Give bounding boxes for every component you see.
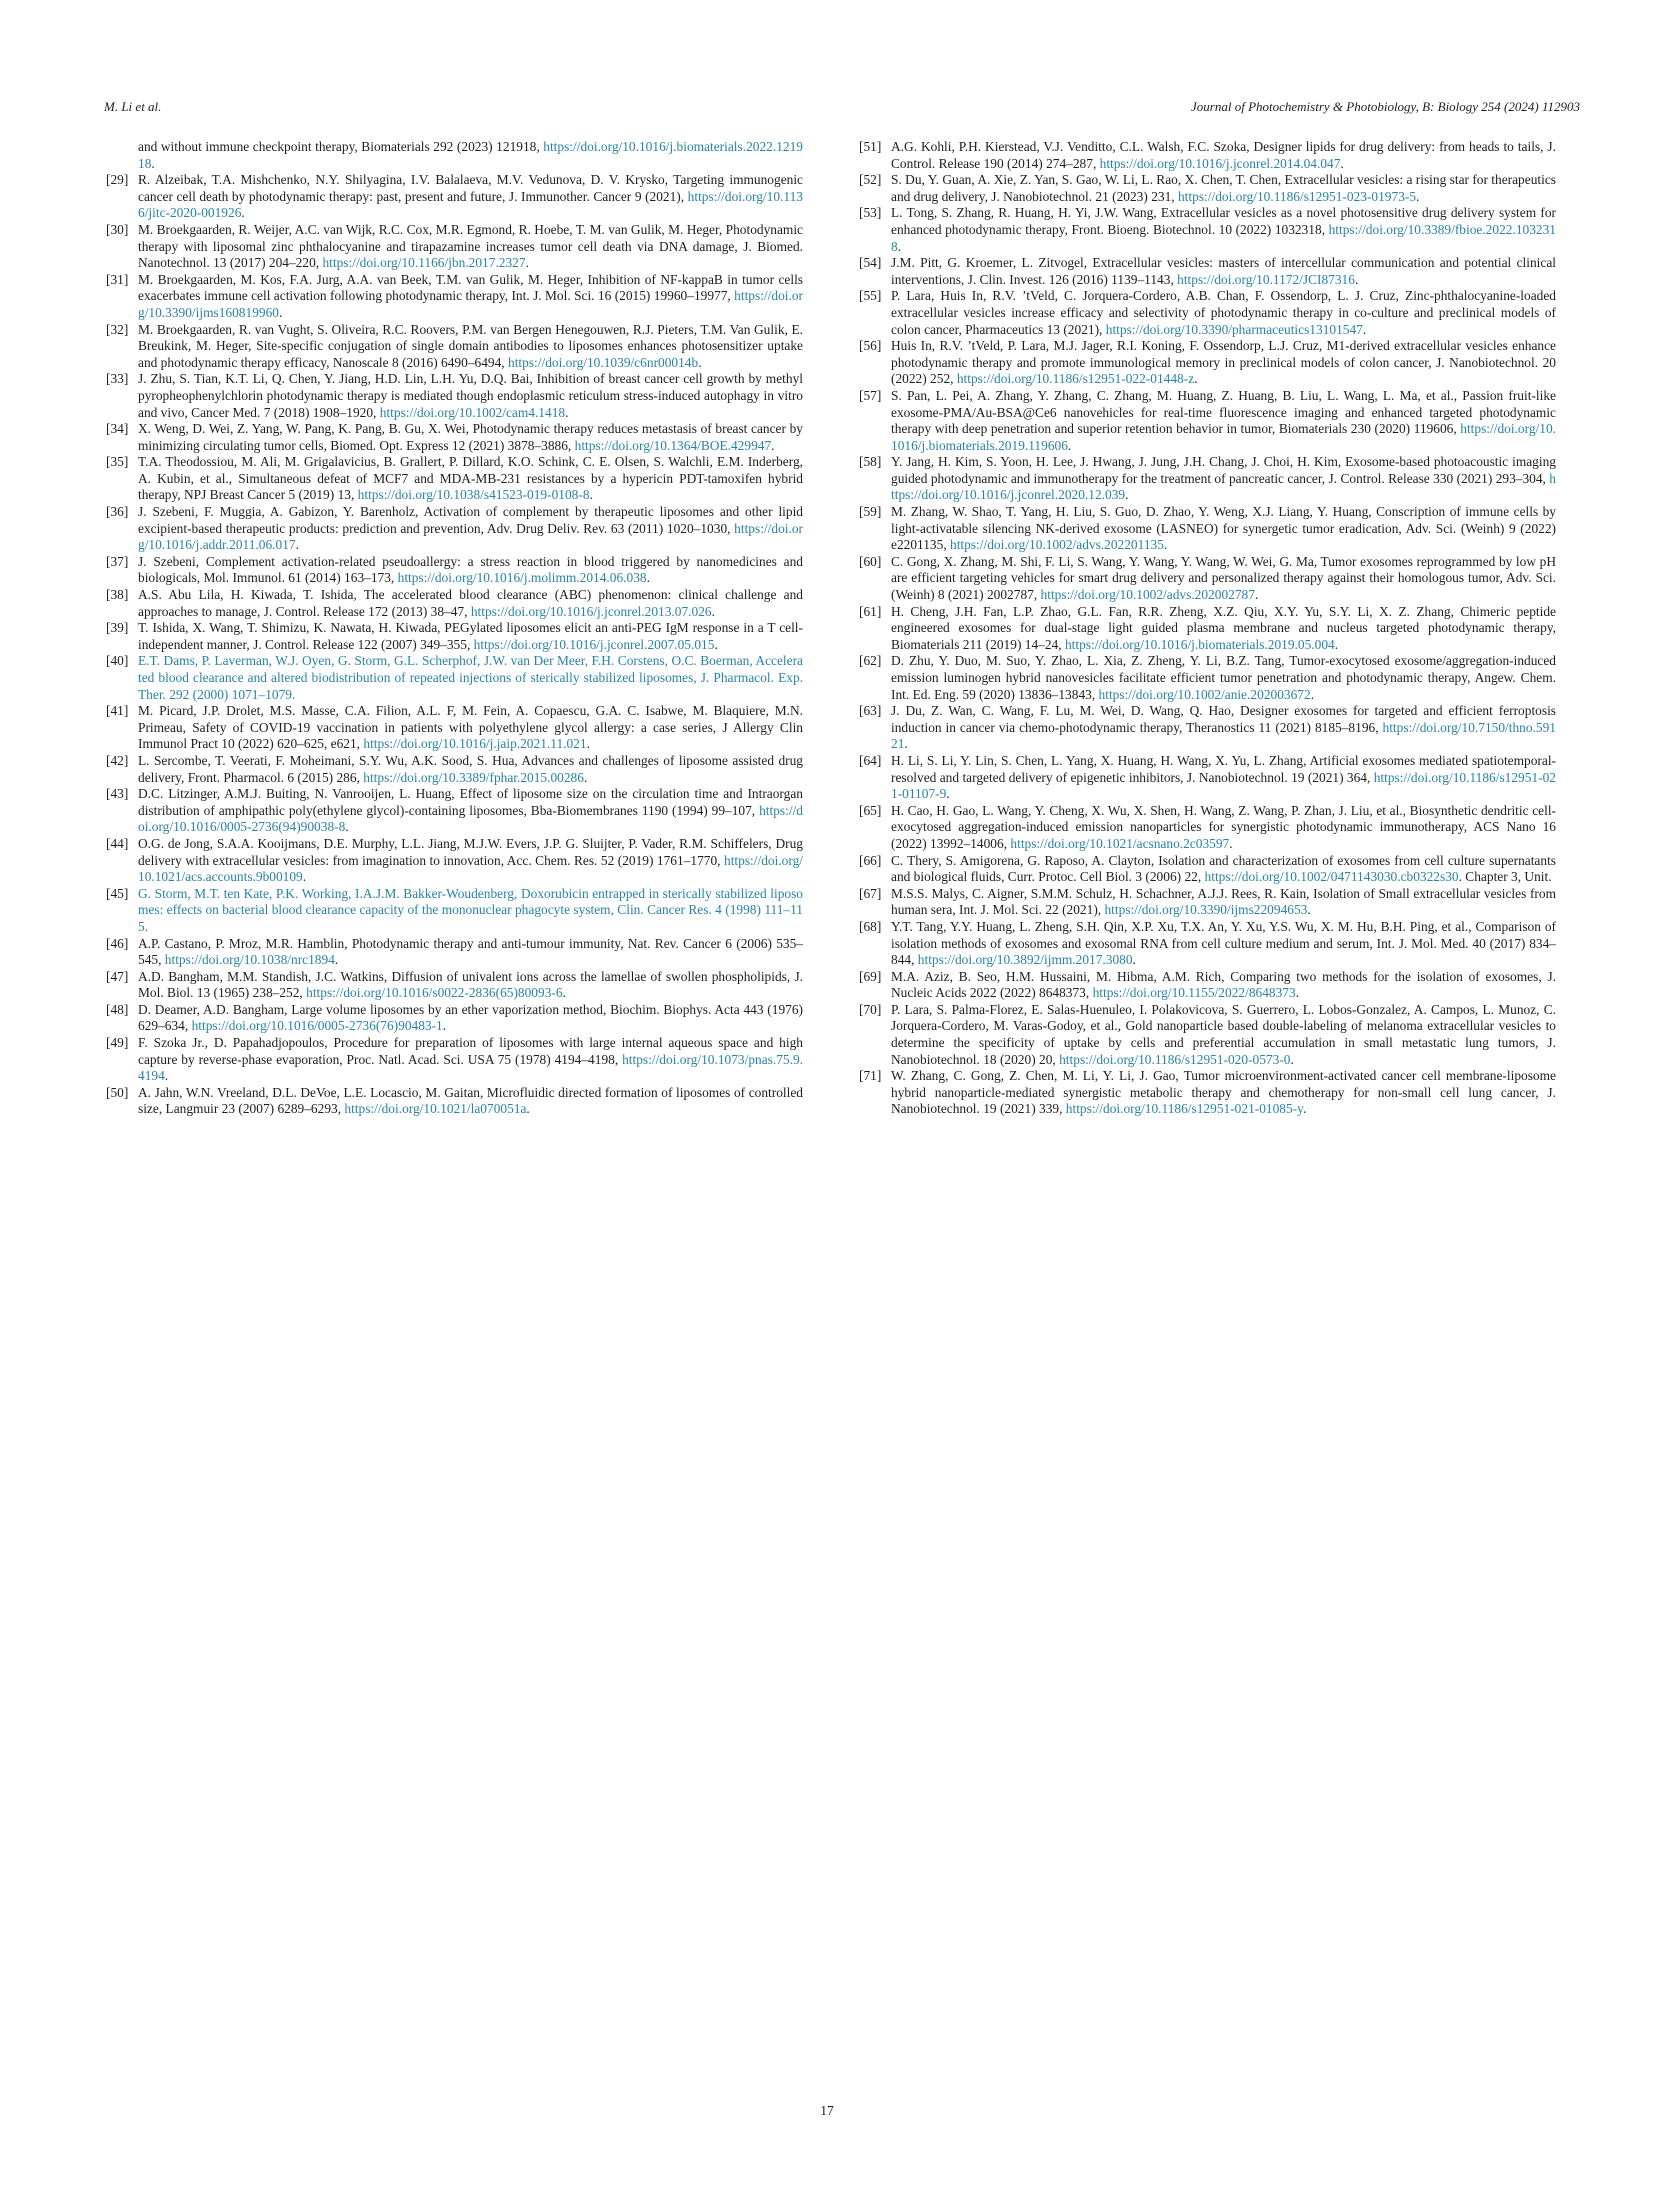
- reference-text-segment: A.G. Kohli, P.H. Kierstead, V.J. Venditto, C.L. Walsh, F.C. Szoka, Designer lipids for drug delivery: from heads to tails, J. Control. Release 190 (2014) 274–287,: [891, 139, 1556, 171]
- reference-text-segment: D. Deamer, A.D. Bangham, Large volume liposomes by an ether vaporization method, Biochim. Biophys. Acta 443 (1976) 629–634,: [138, 1001, 803, 1034]
- reference-text: [891, 255, 1556, 287]
- reference-text: [138, 936, 803, 968]
- reference-number: [47]: [106, 968, 129, 984]
- reference-text-segment: J. Zhu, S. Tian, K.T. Li, Q. Chen, Y. Jiang, H.D. Lin, L.H. Yu, D.Q. Bai, Inhibition of breast cancer cell growth by methyl pyropheophenylchlorin photodynamic therapy is mediated though endoplasmic reticulum stress-induced autophagy in vitro and vivo, Cancer Med. 7 (2018) 1908–1920,: [138, 371, 803, 420]
- reference-item: [104, 554, 803, 587]
- reference-item: [104, 371, 803, 421]
- reference-number: [55]: [859, 288, 882, 304]
- reference-text: [138, 786, 803, 834]
- reference-number: [42]: [106, 752, 129, 768]
- reference-text: [138, 139, 803, 171]
- reference-text-segment: P. Lara, S. Palma-Florez, E. Salas-Huenuleo, I. Polakovicova, S. Guerrero, L. Lobos-Gonzalez, A. Campos, L. Munoz, C. Jorquera-Cordero, M. Varas-Godoy, et al., Gold nanoparticle based double-labeling of melanoma extracellular vesicles to determine the specificity of uptake by cells and preferential accumulation in small metastatic lung tumors, J. Nanobiotechnol. 18 (2020) 20,: [891, 1001, 1556, 1067]
- doi-link[interactable]: https://doi.org/10.1002/advs.202002787: [1040, 587, 1255, 603]
- doi-link[interactable]: https://doi.org/10.1016/0005-2736(94)90038-8: [138, 802, 803, 835]
- reference-text: [891, 604, 1556, 652]
- reference-item: [104, 1002, 803, 1035]
- reference-text: [138, 222, 803, 270]
- reference-text: [138, 554, 803, 586]
- reference-number: [51]: [859, 139, 882, 154]
- reference-number: [57]: [859, 387, 882, 403]
- doi-link[interactable]: https://doi.org/10.1166/jbn.2017.2327: [322, 255, 526, 271]
- doi-link[interactable]: https://doi.org/10.3390/ijms22094653: [1104, 902, 1308, 918]
- reference-item: [104, 322, 803, 372]
- reference-number: [52]: [859, 172, 882, 188]
- reference-number: [68]: [859, 918, 882, 934]
- reference-item: [104, 703, 803, 753]
- reference-text-segment: J.M. Pitt, G. Kroemer, L. Zitvogel, Extracellular vesicles: masters of intercellular communication and potential clinical interventions, J. Clin. Invest. 126 (2016) 1139–1143,: [891, 255, 1556, 287]
- reference-text-segment: X. Weng, D. Wei, Z. Yang, W. Pang, K. Pang, B. Gu, X. Wei, Photodynamic therapy reduces metastasis of breast cancer by minimizing circulating tumor cells, Biomed. Opt. Express 12 (2021) 3878–3886,: [138, 421, 803, 453]
- reference-text-segment: .: [698, 354, 702, 370]
- reference-number: [33]: [106, 371, 129, 387]
- reference-number: [35]: [106, 454, 129, 470]
- reference-continuation: [104, 139, 803, 172]
- reference-number: [59]: [859, 504, 882, 520]
- doi-link[interactable]: https://doi.org/10.3389/fbioe.2022.1032318: [891, 221, 1556, 254]
- reference-text: [891, 288, 1556, 336]
- reference-text-segment: .: [345, 819, 349, 835]
- reference-number: [37]: [106, 553, 129, 569]
- reference-text-segment: Y. Jang, H. Kim, S. Yoon, H. Lee, J. Hwang, J. Jung, J.H. Chang, J. Choi, H. Kim, Exosome-based photoacoustic imaging guided photodynamic and immunotherapy for the treatment of pancreatic cancer, J. Control. Release 330 (2021) 293–304,: [891, 454, 1556, 486]
- reference-number: [38]: [106, 587, 129, 603]
- reference-number: [69]: [859, 968, 882, 984]
- reference-text: [138, 703, 803, 751]
- reference-item: [857, 919, 1556, 969]
- reference-text: [138, 653, 803, 701]
- reference-item: [104, 454, 803, 504]
- reference-text-segment: P. Lara, Huis In, R.V. ’tVeld, C. Jorquera-Cordero, A.B. Chan, F. Ossendorp, L. J. Cruz, Zinc-phthalocyanine-loaded extracellular vesicles increase efficacy and selectivity of photodynamic therapy in co-culture and preclinical models of colon cancer, Pharmaceutics 13 (2021),: [891, 288, 1556, 337]
- reference-text: [891, 969, 1556, 1001]
- reference-item: [104, 753, 803, 786]
- reference-text: [891, 172, 1556, 204]
- reference-text-segment: L. Tong, S. Zhang, R. Huang, H. Yi, J.W. Wang, Extracellular vesicles as a novel photosensitive drug delivery system for enhanced photodynamic therapy, Front. Bioeng. Biotechnol. 10 (2022) 1032318,: [891, 205, 1556, 237]
- reference-item: [857, 205, 1556, 255]
- doi-link[interactable]: https://doi.org/10.3389/fphar.2015.00286: [363, 769, 584, 785]
- doi-link[interactable]: https://doi.org/10.1016/j.jconrel.2020.12.039: [891, 470, 1556, 503]
- reference-text: [891, 853, 1556, 885]
- reference-item: [857, 554, 1556, 604]
- reference-number: [67]: [859, 885, 882, 901]
- reference-number: [63]: [859, 703, 882, 719]
- reference-number: [58]: [859, 454, 882, 470]
- reference-text-segment: .: [1067, 437, 1072, 453]
- reference-item: [857, 504, 1556, 554]
- doi-link[interactable]: https://doi.org/10.1016/j.jaip.2021.11.021: [363, 736, 587, 752]
- reference-number: [54]: [859, 255, 882, 271]
- reference-text-segment: J. Szebeni, Complement activation-related pseudoallergy: a stress reaction in blood triggered by nanomedicines and biologicals, Mol. Immunol. 61 (2014) 163–173,: [138, 553, 803, 586]
- reference-text-segment: Y.T. Tang, Y.Y. Huang, L. Zheng, S.H. Qin, X.P. Xu, T.X. An, Y. Xu, Y.S. Wu, X. M. Hu, B.H. Ping, et al., Comparison of isolation methods of exosomes and exosomal RNA from cell culture medium and serum, Int. J. Mol. Med. 40 (2017) 834–844,: [891, 918, 1556, 968]
- doi-link[interactable]: https://doi.org/10.3390/ijms160819960: [138, 288, 803, 320]
- reference-text: [891, 803, 1556, 851]
- reference-text-segment: .: [589, 487, 593, 503]
- reference-text-segment: and without immune checkpoint therapy, Biomaterials 292 (2023) 121918,: [138, 139, 544, 154]
- reference-text-segment: C. Thery, S. Amigorena, G. Raposo, A. Clayton, Isolation and characterization of exosomes from cell culture supernatants and biological fluids, Curr. Protoc. Cell Biol. 3 (2006) 22,: [891, 852, 1556, 885]
- reference-number: [48]: [106, 1001, 129, 1017]
- reference-text-segment: J. Du, Z. Wan, C. Wang, F. Lu, M. Wei, D. Wang, Q. Hao, Designer exosomes for targeted and efficient ferroptosis induction in cancer via chemo-photodynamic therapy, Theranostics 11 (2021) 8185–8196,: [891, 703, 1556, 735]
- reference-item: [857, 853, 1556, 886]
- reference-text-segment: .: [771, 437, 775, 453]
- reference-text-segment: .: [278, 304, 283, 320]
- reference-text-segment: .: [1416, 188, 1420, 204]
- reference-number: [40]: [106, 653, 129, 669]
- reference-number: [44]: [106, 835, 129, 851]
- reference-item: [857, 653, 1556, 703]
- reference-text-segment: . Chapter 3, Unit.: [1458, 869, 1552, 885]
- reference-text-segment: W. Zhang, C. Gong, Z. Chen, M. Li, Y. Li, J. Gao, Tumor microenvironment-activated cancer cell membrane-liposome hybrid nanoparticle-mediated synergistic metabolic therapy and chemotherapy for non-small cell lung cancer, J. Nanobiotechnol. 19 (2021) 339,: [891, 1068, 1556, 1117]
- reference-text: [891, 554, 1556, 602]
- reference-number: [64]: [859, 752, 882, 768]
- reference-item: [104, 421, 803, 454]
- references-column-left: [104, 139, 803, 1118]
- reference-text-segment: A.P. Castano, P. Mroz, M.R. Hamblin, Photodynamic therapy and anti-tumour immunity, Nat. Rev. Cancer 6 (2006) 535–545,: [138, 935, 803, 968]
- reference-item: [104, 222, 803, 272]
- reference-text-segment: J. Szebeni, F. Muggia, A. Gabizon, Y. Barenholz, Activation of complement by therapeutic liposomes and other lipid excipient-based therapeutic products: prediction and prevention, Adv. Drug Deliv. Rev. 63 (2011) 1020–1030,: [138, 504, 803, 536]
- reference-item: [104, 587, 803, 620]
- reference-text-segment: M. Broekgaarden, R. van Vught, S. Oliveira, R.C. Roovers, P.M. van Bergen Henegouwen, R.J. Pieters, T.M. Van Gulik, E. Breukink, M. Heger, Site-specific conjugation of single domain antibodies to liposomes enhances photosensitizer uptake and photodynamic therapy efficacy, Nanoscale 8 (2016) 6490–6494,: [138, 321, 803, 370]
- reference-item: [104, 620, 803, 653]
- reference-text: [891, 504, 1556, 552]
- reference-text: [138, 620, 803, 652]
- reference-item: [857, 886, 1556, 919]
- reference-text-segment: S. Du, Y. Guan, A. Xie, Z. Yan, S. Gao, W. Li, L. Rao, X. Chen, T. Chen, Extracellular vesicles: a rising star for therapeutics and drug delivery, J. Nanobiotechnol. 21 (2023) 231,: [891, 172, 1556, 204]
- doi-link[interactable]: https://doi.org/10.1016/j.biomaterials.2019.05.004: [1064, 636, 1335, 652]
- reference-text: [138, 1085, 803, 1117]
- reference-text: [891, 886, 1556, 918]
- reference-text: [138, 587, 803, 619]
- reference-text: [138, 1002, 803, 1034]
- reference-item: [857, 604, 1556, 654]
- reference-text-segment: M.S.S. Malys, C. Aigner, S.M.M. Schulz, H. Schachner, A.J.J. Rees, R. Kain, Isolation of Small extracellular vesicles from human sera, Int. J. Mol. Sci. 22 (2021),: [891, 885, 1556, 918]
- doi-link[interactable]: https://doi.org/10.1186/s12951-023-01973-5: [1177, 188, 1417, 204]
- reference-text-segment: .: [1354, 271, 1359, 287]
- reference-text: [138, 172, 803, 220]
- reference-text-segment: H. Cheng, J.H. Fan, L.P. Zhao, G.L. Fan, R.R. Zheng, X.Z. Qiu, X.Y. Yu, S.Y. Li, X. Z. Zhang, Chimeric peptide engineered exosomes for dual-stage light guided plasma membrane and nucleus targeted photodynamic therapy, Biomaterials 211 (2019) 14–24,: [891, 603, 1556, 652]
- reference-text-segment: M. Picard, J.P. Drolet, M.S. Masse, C.A. Filion, A.L. F, M. Fein, A. Copaescu, G.A. C. Isabwe, M. Blaquiere, M.N. Primeau, Safety of COVID-19 vaccination in patients with polyethylene glycol allergy: a case series, J Allergy Clin Immunol Pract 10 (2022) 620–625, e621,: [138, 703, 803, 752]
- reference-item: [857, 388, 1556, 454]
- doi-link[interactable]: https://doi.org/10.1016/j.jconrel.2013.07.026: [470, 603, 712, 619]
- doi-link[interactable]: https://doi.org/10.1016/j.biomaterials.2019.119606: [891, 421, 1556, 453]
- reference-text: [891, 919, 1556, 967]
- reference-text-segment: Huis In, R.V. ’tVeld, P. Lara, M.J. Jager, R.I. Koning, F. Ossendorp, L.J. Cruz, M1-derived extracellular vesicles enhance photodynamic therapy and promote immunological memory in preclinical models of colon cancer, J. Nanobiotechnol. 20 (2022) 252,: [891, 338, 1556, 387]
- reference-text: [138, 886, 803, 934]
- reference-item: [857, 454, 1556, 504]
- reference-item: [104, 653, 803, 703]
- reference-text-segment: .: [583, 769, 588, 785]
- reference-number: [45]: [106, 885, 129, 901]
- reference-number: [70]: [859, 1001, 882, 1017]
- reference-item: [104, 504, 803, 554]
- reference-item: [857, 703, 1556, 753]
- reference-number: [60]: [859, 553, 882, 569]
- reference-text: [891, 454, 1556, 502]
- doi-link[interactable]: https://doi.org/10.1073/pnas.75.9.4194: [138, 1051, 803, 1084]
- reference-number: [62]: [859, 653, 882, 669]
- reference-text-segment: .: [151, 155, 155, 171]
- reference-text-segment: M.A. Aziz, B. Seo, H.M. Hussaini, M. Hibma, A.M. Rich, Comparing two methods for the isolation of exosomes, J. Nucleic Acids 2022 (2022) 8648373,: [891, 968, 1556, 1001]
- doi-link[interactable]: https://doi.org/10.1002/anie.202003672: [1098, 686, 1311, 702]
- reference-text-segment: D. Zhu, Y. Duo, M. Suo, Y. Zhao, L. Xia, Z. Zheng, Y. Li, B.Z. Tang, Tumor-exocytosed exosome/aggregation-induced emission luminogen hybrid nanovesicles facilitate efficient tumor penetration and photodynamic therapy, Angew. Chem. Int. Ed. Eng. 59 (2020) 13836–13843,: [891, 653, 1556, 702]
- reference-item: [857, 338, 1556, 388]
- doi-link[interactable]: https://doi.org/10.1016/j.jconrel.2007.05.015: [473, 636, 715, 652]
- reference-text-segment: .: [711, 603, 715, 619]
- author-running-head: M. Li et al.: [104, 99, 162, 114]
- reference-number: [32]: [106, 321, 129, 337]
- reference-text-segment: .: [302, 869, 307, 885]
- doi-link[interactable]: https://doi.org/10.1155/2022/8648373: [1092, 985, 1296, 1001]
- reference-text: [138, 836, 803, 884]
- reference-text-segment: T. Ishida, X. Wang, T. Shimizu, K. Nawata, H. Kiwada, PEGylated liposomes elicit an anti-PEG IgM response in a T cell-independent manner, J. Control. Release 122 (2007) 349–355,: [138, 620, 803, 652]
- doi-link[interactable]: https://doi.org/10.3892/ijmm.2017.3080: [917, 952, 1133, 968]
- reference-number: [36]: [106, 504, 129, 520]
- reference-text-segment: .: [1302, 1101, 1307, 1117]
- doi-link[interactable]: https://doi.org/10.1016/s0022-2836(65)80093-6: [306, 985, 563, 1001]
- reference-number: [61]: [859, 603, 882, 619]
- reference-text-segment: .: [1295, 985, 1300, 1001]
- doi-link[interactable]: https://doi.org/10.1186/s12951-022-01448-z: [956, 371, 1195, 387]
- reference-text: [891, 338, 1556, 386]
- reference-text: [138, 969, 803, 1001]
- reference-number: [71]: [859, 1068, 882, 1084]
- reference-text-segment: .: [442, 1018, 447, 1034]
- reference-item: [857, 139, 1556, 172]
- reference-text-segment: .: [1132, 952, 1136, 968]
- doi-link[interactable]: E.T. Dams, P. Laverman, W.J. Oyen, G. Storm, G.L. Scherphof, J.W. van Der Meer, F.H. Corstens, O.C. Boerman, Accelerated blood clearance and altered biodistribution of repeated injections of sterically stabilized liposomes, J. Pharmacol. Exp. Ther. 292 (2000) 1071–1079.: [138, 653, 803, 702]
- reference-text-segment: .: [1310, 686, 1315, 702]
- reference-text-segment: A.S. Abu Lila, H. Kiwada, T. Ishida, The accelerated blood clearance (ABC) phenomenon: clinical challenge and approaches to manage, J. Control. Release 172 (2013) 38–47,: [138, 587, 803, 619]
- reference-text: [138, 504, 803, 552]
- reference-text-segment: .: [646, 570, 650, 586]
- reference-text-segment: .: [1362, 321, 1367, 337]
- reference-text-segment: .: [946, 786, 950, 802]
- doi-link[interactable]: https://doi.org/10.1172/JCI87316: [1177, 271, 1355, 287]
- doi-link[interactable]: G. Storm, M.T. ten Kate, P.K. Working, I.A.J.M. Bakker-Woudenberg, Doxorubicin entrapped in sterically stabilized liposomes: effects on bacterial blood clearance capacity of the mononuclear phagocyte system, Clin. Cancer Res. 4 (1998) 111–115.: [138, 885, 803, 934]
- reference-text-segment: .: [586, 736, 590, 752]
- reference-text-segment: .: [164, 1068, 169, 1084]
- reference-item: [104, 886, 803, 936]
- reference-text-segment: .: [295, 537, 299, 553]
- doi-link[interactable]: https://doi.org/10.7150/thno.59121: [891, 719, 1556, 752]
- reference-text-segment: H. Cao, H. Gao, L. Wang, Y. Cheng, X. Wu, X. Shen, H. Wang, Z. Wang, P. Zhan, J. Liu, et al., Biosynthetic dendritic cell-exocytosed aggregation-induced emission nanoparticles for synergistic photodynamic immunotherapy, ACS Nano 16 (2022) 13992–14006,: [891, 802, 1556, 851]
- reference-text-segment: .: [526, 1101, 530, 1117]
- doi-link[interactable]: https://doi.org/10.1039/c6nr00014b: [508, 354, 699, 370]
- reference-item: [857, 288, 1556, 338]
- reference-text-segment: F. Szoka Jr., D. Papahadjopoulos, Procedure for preparation of liposomes with large internal aqueous space and high capture by reverse-phase evaporation, Proc. Natl. Acad. Sci. USA 75 (1978) 4194–4198,: [138, 1035, 803, 1067]
- reference-item: [857, 969, 1556, 1002]
- reference-number: [29]: [106, 172, 129, 188]
- reference-item: [104, 786, 803, 836]
- reference-text-segment: A.D. Bangham, M.M. Standish, J.C. Watkins, Diffusion of univalent ions across the lamellae of swollen phospholipids, J. Mol. Biol. 13 (1965) 238–252,: [138, 968, 803, 1001]
- reference-text-segment: .: [1194, 371, 1198, 387]
- reference-text-segment: .: [1125, 487, 1129, 503]
- reference-number: [49]: [106, 1035, 129, 1051]
- reference-text-segment: .: [1307, 902, 1311, 918]
- journal-running-head: Journal of Photochemistry & Photobiology, B: Biology 254 (2024) 112903: [1191, 99, 1580, 114]
- doi-link[interactable]: https://doi.org/10.1016/0005-2736(76)90483-1: [191, 1018, 443, 1034]
- reference-text: [138, 322, 803, 370]
- reference-text-segment: .: [714, 636, 718, 652]
- doi-link[interactable]: https://doi.org/10.1364/BOE.429947: [574, 437, 772, 453]
- reference-text-segment: .: [897, 238, 902, 254]
- doi-link[interactable]: https://doi.org/10.1016/j.biomaterials.2022.121918: [138, 139, 803, 171]
- reference-number: [39]: [106, 620, 129, 636]
- reference-text: [138, 272, 803, 320]
- reference-text-segment: .: [1229, 835, 1233, 851]
- reference-text-segment: C. Gong, X. Zhang, M. Shi, F. Li, S. Wang, Y. Wang, Y. Wang, W. Wei, G. Ma, Tumor exosomes reprogrammed by low pH are efficient targeting vehicles for smart drug delivery and personalized therapy against their homologous tumor, Adv. Sci. (Weinh) 8 (2021) 2002787,: [891, 553, 1556, 603]
- reference-text-segment: .: [1334, 636, 1339, 652]
- page-number: 17: [820, 2103, 834, 2118]
- reference-item: [857, 255, 1556, 288]
- reference-number: [65]: [859, 802, 882, 818]
- doi-link[interactable]: https://doi.org/10.1016/j.addr.2011.06.017: [138, 520, 803, 553]
- reference-text: [891, 388, 1556, 453]
- reference-number: [31]: [106, 271, 129, 287]
- doi-link[interactable]: https://doi.org/10.1038/s41523-019-0108-8: [357, 487, 590, 503]
- doi-link[interactable]: https://doi.org/10.1002/0471143030.cb0322s30: [1204, 869, 1459, 885]
- reference-item: [104, 836, 803, 886]
- reference-text: [138, 1035, 803, 1083]
- reference-item: [104, 1035, 803, 1085]
- reference-text: [891, 753, 1556, 801]
- doi-link[interactable]: https://doi.org/10.1016/j.molimm.2014.06.038: [397, 570, 647, 586]
- reference-text: [891, 1068, 1556, 1116]
- reference-text-segment: L. Sercombe, T. Veerati, F. Moheimani, S.Y. Wu, A.K. Sood, S. Hua, Advances and challenges of liposome assisted drug delivery, Front. Pharmacol. 6 (2015) 286,: [138, 752, 803, 785]
- reference-text: [891, 205, 1556, 253]
- reference-item: [857, 753, 1556, 803]
- reference-item: [857, 1068, 1556, 1118]
- reference-text: [138, 371, 803, 419]
- reference-text-segment: .: [1254, 587, 1259, 603]
- doi-link[interactable]: https://doi.org/10.1186/s12951-021-01107-9: [891, 769, 1556, 802]
- reference-text: [891, 139, 1556, 171]
- reference-number: [66]: [859, 852, 882, 868]
- doi-link[interactable]: https://doi.org/10.1002/advs.202201135: [950, 537, 1164, 553]
- reference-text: [891, 703, 1556, 751]
- reference-item: [104, 969, 803, 1002]
- reference-text-segment: A. Jahn, W.N. Vreeland, D.L. DeVoe, L.E. Locascio, M. Gaitan, Microfluidic directed formation of liposomes of controlled size, Langmuir 23 (2007) 6289–6293,: [138, 1084, 803, 1117]
- doi-link[interactable]: https://doi.org/10.1002/cam4.1418: [379, 404, 566, 420]
- reference-text-segment: H. Li, S. Li, Y. Lin, S. Chen, L. Yang, X. Huang, H. Wang, X. Yu, L. Zhang, Artificial exosomes mediated spatiotemporal-resolved and targeted delivery of epigenetic inhibitors, J. Nanobiotechnol. 19 (2021) 364,: [891, 752, 1556, 785]
- reference-item: [104, 272, 803, 322]
- doi-link[interactable]: https://doi.org/10.1021/acsnano.2c03597: [1010, 835, 1230, 851]
- reference-item: [857, 803, 1556, 853]
- reference-text-segment: .: [525, 255, 529, 271]
- reference-number: [41]: [106, 703, 129, 719]
- reference-text-segment: T.A. Theodossiou, M. Ali, M. Grigalavicius, B. Grallert, P. Dillard, K.O. Schink, C. E. Olsen, S. Walchli, E.M. Inderberg, A. Kubin, et al., Simultaneous defeat of MCF7 and MDA-MB-231 resistances by a hypericin PDT-tamoxifen hybrid therapy, NPJ Breast Cancer 5 (2019) 13,: [138, 454, 803, 503]
- reference-item: [104, 936, 803, 969]
- reference-text-segment: .: [334, 952, 339, 968]
- reference-text-segment: M. Broekgaarden, M. Kos, F.A. Jurg, A.A. van Beek, T.M. van Gulik, M. Heger, Inhibition of NF-kappaB in tumor cells exacerbates immune cell activation following photodynamic therapy, Int. J. Mol. Sci. 16 (2015) 19960–19977,: [138, 271, 803, 304]
- doi-link[interactable]: https://doi.org/10.1016/j.jconrel.2014.04.047: [1099, 155, 1341, 171]
- reference-number: [53]: [859, 205, 882, 221]
- doi-link[interactable]: https://doi.org/10.1038/nrc1894: [164, 952, 335, 968]
- reference-text-segment: .: [241, 205, 245, 221]
- reference-text-segment: .: [1163, 537, 1168, 553]
- doi-link[interactable]: https://doi.org/10.1136/jitc-2020-001926: [138, 188, 803, 221]
- reference-text: [891, 1002, 1556, 1067]
- reference-item: [857, 172, 1556, 205]
- reference-number: [34]: [106, 421, 129, 437]
- reference-text-segment: .: [562, 985, 566, 1001]
- reference-text: [138, 454, 803, 502]
- reference-text-segment: .: [565, 404, 569, 420]
- doi-link[interactable]: https://doi.org/10.3390/pharmaceutics13101547: [1105, 321, 1363, 337]
- reference-text-segment: M. Broekgaarden, R. Weijer, A.C. van Wijk, R.C. Cox, M.R. Egmond, R. Hoebe, T. M. van Gulik, M. Heger, Photodynamic therapy with liposomal zinc phthalocyanine and tirapazamine increases tumor cell death via DNA damage, J. Biomed. Nanotechnol. 13 (2017) 204–220,: [138, 221, 803, 271]
- reference-number: [50]: [106, 1084, 129, 1100]
- doi-link[interactable]: https://doi.org/10.1021/la070051a: [344, 1101, 527, 1117]
- doi-link[interactable]: https://doi.org/10.1186/s12951-020-0573-0: [1059, 1051, 1291, 1067]
- reference-number: [46]: [106, 935, 129, 951]
- reference-number: [43]: [106, 786, 129, 802]
- reference-text-segment: .: [1290, 1051, 1294, 1067]
- reference-text: [138, 753, 803, 785]
- references-column-right: [857, 139, 1556, 1118]
- reference-text-segment: .: [904, 736, 908, 752]
- reference-text: [891, 653, 1556, 701]
- references-section: [104, 139, 1556, 1118]
- reference-item: [104, 1085, 803, 1118]
- reference-item: [104, 172, 803, 222]
- reference-number: [56]: [859, 338, 882, 354]
- reference-text-segment: R. Alzeibak, T.A. Mishchenko, N.Y. Shilyagina, I.V. Balalaeva, M.V. Vedunova, D. V. Krysko, Targeting immunogenic cancer cell death by photodynamic therapy: past, present and future, J. Immunother. Cancer 9 (2021),: [138, 172, 803, 204]
- reference-text-segment: O.G. de Jong, S.A.A. Kooijmans, D.E. Murphy, L.L. Jiang, M.J.W. Evers, J.P. G. Sluijter, P. Vader, R.M. Schiffelers, Drug delivery with extracellular vesicles: from imagination to innovation, Acc. Chem. Res. 52 (2019) 1761–1770,: [138, 835, 803, 868]
- reference-text-segment: M. Zhang, W. Shao, T. Yang, H. Liu, S. Guo, D. Zhao, Y. Weng, X.J. Liang, Y. Huang, Conscription of immune cells by light-activatable silencing NK-derived exosome (LASNEO) for synergetic tumor eradication, Adv. Sci. (Weinh) 9 (2022) e2201135,: [891, 504, 1556, 553]
- reference-text-segment: D.C. Litzinger, A.M.J. Buiting, N. Vanrooijen, L. Huang, Effect of liposome size on the circulation time and Intraorgan distribution of amphipathic poly(ethylene glycol)-containing liposomes, Bba-Biomembranes 1190 (1994) 99–107,: [138, 786, 803, 818]
- doi-link[interactable]: https://doi.org/10.1021/acs.accounts.9b00109: [138, 852, 803, 885]
- doi-link[interactable]: https://doi.org/10.1186/s12951-021-01085-y: [1065, 1101, 1303, 1117]
- reference-text-segment: S. Pan, L. Pei, A. Zhang, Y. Zhang, C. Zhang, M. Huang, Z. Huang, B. Liu, L. Wang, L. Ma, et al., Passion fruit-like exosome-PMA/Au-BSA@Ce6 nanovehicles for real-time fluorescence imaging and enhanced targeted photodynamic therapy with deep penetration and superior retention behavior in tumor, Biomaterials 230 (2020) 119606,: [891, 387, 1556, 437]
- reference-text-segment: .: [1340, 155, 1344, 171]
- reference-number: [30]: [106, 221, 129, 237]
- reference-item: [857, 1002, 1556, 1068]
- reference-text: [138, 421, 803, 453]
